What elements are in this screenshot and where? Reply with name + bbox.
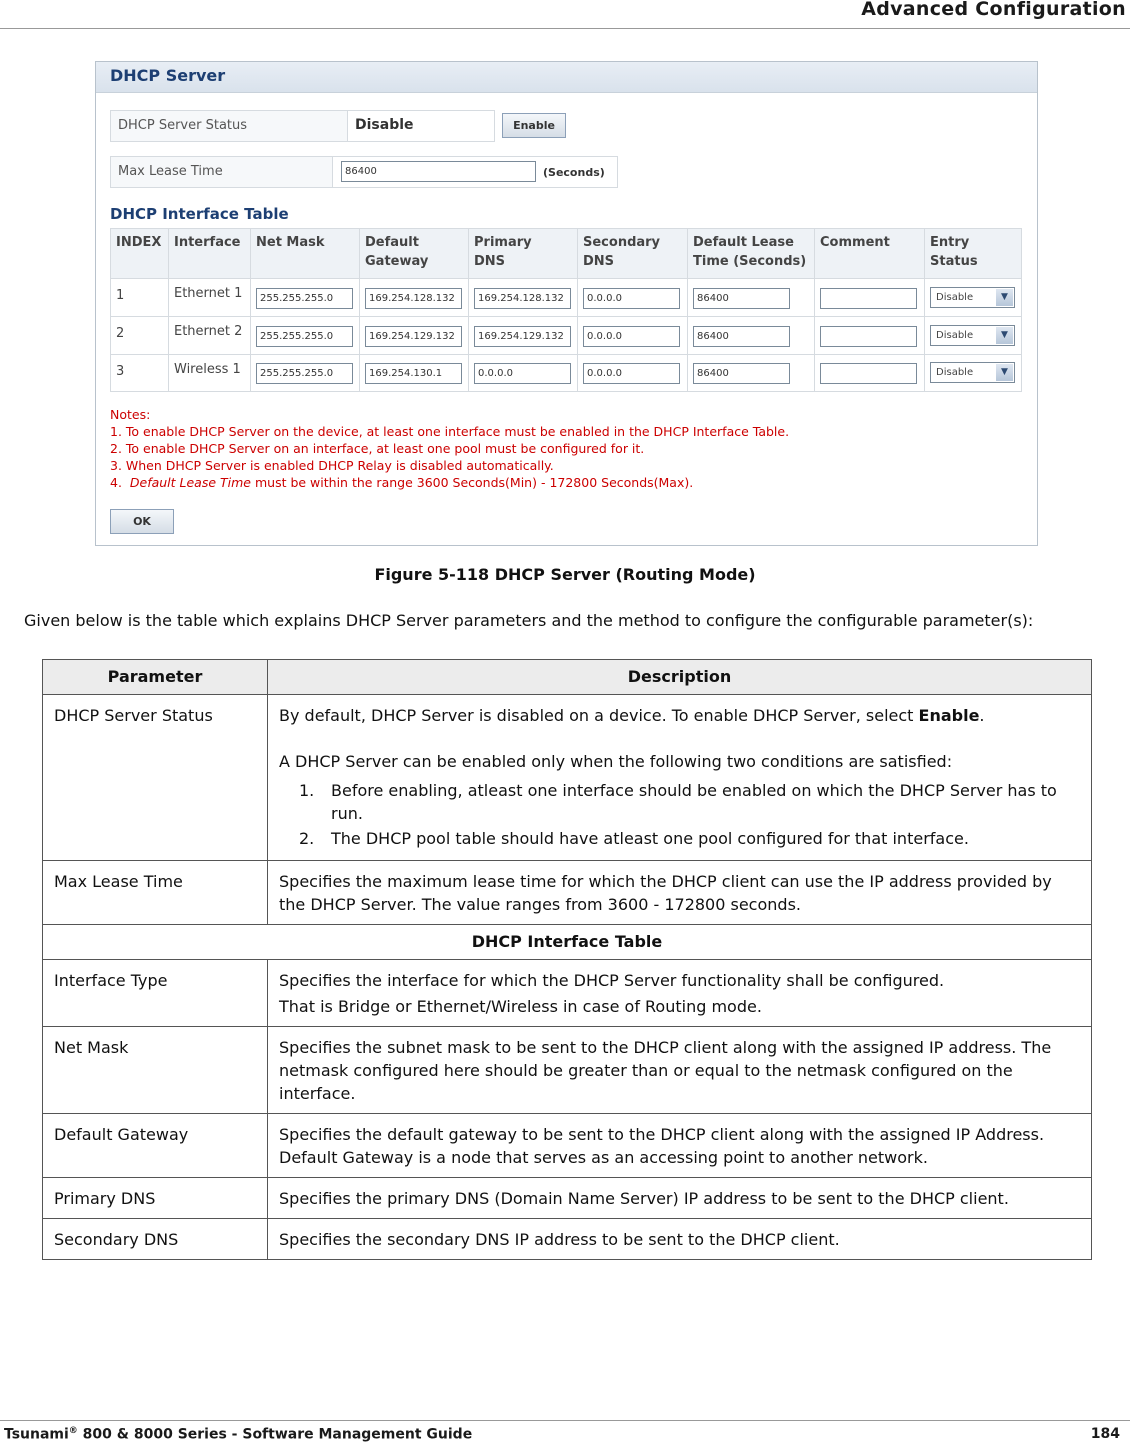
parameter-table	[42, 659, 1092, 1260]
row3-status-value: Disable	[936, 367, 974, 378]
note-4-rest: must be within the range 3600 Seconds(Min) - 172800 Seconds(Max).	[251, 475, 694, 490]
lease-unit: (Seconds)	[543, 166, 605, 179]
header-parameter: Parameter	[43, 660, 268, 695]
list-item	[279, 827, 1080, 850]
grid-line	[468, 228, 469, 391]
col-netmask: Net Mask	[256, 235, 325, 250]
grid-line	[814, 228, 815, 391]
row1-status-select[interactable]	[930, 287, 1015, 308]
desc-max-lease-time: Specifies the maximum lease time for which the DHCP client can use the IP address provided by the DHCP Server. The value ranges from 3600 - 172800 seconds.	[268, 861, 1092, 925]
status-value: Disable	[355, 117, 414, 133]
desc-secondary-dns: Specifies the secondary DNS IP address to be sent to the DHCP client.	[268, 1219, 1092, 1260]
param-default-gateway: Default Gateway	[43, 1114, 268, 1178]
col-status-line2: Status	[930, 254, 978, 269]
grid-line	[250, 228, 251, 391]
desc-default-gateway: Specifies the default gateway to be sent to the DHCP client along with the assigned IP Address. Default Gateway is a node that serves as an accessing point to another network.	[268, 1114, 1092, 1178]
footer-title	[4, 1426, 472, 1443]
col-gateway-line1: Default	[365, 235, 419, 250]
table-row	[43, 861, 1092, 925]
col-interface: Interface	[174, 235, 241, 250]
grid-line	[168, 228, 169, 391]
list-number: 1.	[299, 781, 315, 800]
grid-line	[1021, 228, 1022, 391]
desc-bold: Enable	[918, 706, 980, 725]
col-primary-line2: DNS	[474, 254, 506, 269]
desc-end: .	[979, 706, 985, 725]
section-dhcp-interface-table: DHCP Interface Table	[43, 925, 1092, 960]
grid-line	[110, 278, 1022, 279]
col-secondary-line2: DNS	[583, 254, 615, 269]
chevron-down-icon: ▼	[996, 327, 1013, 344]
row1-status-value: Disable	[936, 292, 974, 303]
row3-netmask-input[interactable]: 255.255.255.0	[256, 363, 353, 384]
panel-header	[96, 62, 1037, 93]
table-row	[43, 1114, 1092, 1178]
header-description: Description	[268, 660, 1092, 695]
condition-list	[279, 779, 1080, 850]
row3-primary-dns-input[interactable]: 0.0.0.0	[474, 363, 571, 384]
list-item	[279, 779, 1080, 825]
page-number: 184	[1090, 1426, 1120, 1442]
page-header-title: Advanced Configuration	[861, 0, 1126, 20]
col-gateway-line2: Gateway	[365, 254, 429, 269]
grid-line	[110, 391, 1022, 392]
notes-title: Notes:	[110, 407, 151, 422]
desc-interface-type	[268, 960, 1092, 1027]
row3-gateway-input[interactable]: 169.254.130.1	[365, 363, 462, 384]
param-net-mask: Net Mask	[43, 1027, 268, 1114]
dhcp-server-screenshot	[95, 61, 1038, 546]
grid-line	[687, 228, 688, 391]
col-lease-line2: Time (Seconds)	[693, 254, 807, 269]
interface-table-title: DHCP Interface Table	[110, 205, 289, 223]
param-primary-dns: Primary DNS	[43, 1178, 268, 1219]
desc-text: By default, DHCP Server is disabled on a device. To enable DHCP Server, select	[279, 706, 919, 725]
desc-primary-dns: Specifies the primary DNS (Domain Name Server) IP address to be sent to the DHCP client.	[268, 1178, 1092, 1219]
col-lease-line1: Default Lease	[693, 235, 794, 250]
desc-line-2: That is Bridge or Ethernet/Wireless in case of Routing mode.	[279, 997, 762, 1016]
col-secondary-line1: Secondary	[583, 235, 661, 250]
enable-button[interactable]: Enable	[502, 113, 566, 138]
note-4-italic: Default Lease Time	[129, 475, 251, 490]
table-row	[43, 1178, 1092, 1219]
param-interface-type: Interface Type	[43, 960, 268, 1027]
grid-line	[110, 228, 111, 391]
grid-line	[577, 228, 578, 391]
col-status-line1: Entry	[930, 235, 970, 250]
grid-line	[110, 316, 1022, 317]
row3-index: 3	[116, 364, 125, 379]
footer-brand: Tsunami	[4, 1426, 69, 1443]
table-row	[43, 960, 1092, 1027]
row1-comment-input[interactable]	[820, 288, 917, 309]
row1-lease-input[interactable]: 86400	[693, 288, 790, 309]
table-row	[43, 695, 1092, 861]
row3-comment-input[interactable]	[820, 363, 917, 384]
list-number: 2.	[299, 829, 315, 848]
row2-index: 2	[116, 326, 125, 341]
row1-gateway-input[interactable]: 169.254.128.132	[365, 288, 462, 309]
row2-interface: Ethernet 2	[174, 324, 243, 339]
row2-lease-input[interactable]: 86400	[693, 326, 790, 347]
figure-caption: Figure 5-118 DHCP Server (Routing Mode)	[374, 565, 756, 584]
panel-title: DHCP Server	[110, 66, 226, 85]
row2-netmask-input[interactable]: 255.255.255.0	[256, 326, 353, 347]
max-lease-input[interactable]: 86400	[341, 161, 536, 182]
chevron-down-icon: ▼	[996, 364, 1013, 381]
status-label: DHCP Server Status	[118, 118, 248, 133]
table-row	[43, 1027, 1092, 1114]
desc-net-mask: Specifies the subnet mask to be sent to the DHCP client along with the assigned IP address. The netmask configured here should be greater than or equal to the netmask configured on the interface.	[268, 1027, 1092, 1114]
ok-button[interactable]: OK	[110, 509, 174, 534]
row3-status-select[interactable]	[930, 362, 1015, 383]
note-2: 2. To enable DHCP Server on an interface, at least one pool must be configured for it.	[110, 441, 645, 456]
footer-rule	[0, 1420, 1130, 1421]
param-dhcp-server-status: DHCP Server Status	[43, 695, 268, 861]
col-comment: Comment	[820, 235, 890, 250]
row2-status-select[interactable]	[930, 325, 1015, 346]
param-max-lease-time: Max Lease Time	[43, 861, 268, 925]
desc-dhcp-server-status	[268, 695, 1092, 861]
desc-para-1	[279, 704, 1080, 727]
chevron-down-icon: ▼	[996, 289, 1013, 306]
row1-interface: Ethernet 1	[174, 286, 243, 301]
row1-primary-dns-input[interactable]: 169.254.128.132	[474, 288, 571, 309]
table-header-row	[43, 660, 1092, 695]
grid-line	[924, 228, 925, 391]
row2-primary-dns-input[interactable]: 169.254.129.132	[474, 326, 571, 347]
row2-status-value: Disable	[936, 330, 974, 341]
note-4-number: 4.	[110, 475, 130, 490]
row2-secondary-dns-input[interactable]: 0.0.0.0	[583, 326, 680, 347]
row3-interface: Wireless 1	[174, 362, 241, 377]
footer-registered-mark: ®	[68, 1426, 78, 1436]
col-entry-status	[930, 233, 978, 271]
table-row	[43, 1219, 1092, 1260]
header-rule	[0, 28, 1130, 29]
footer-rest: 800 & 8000 Series - Software Management Guide	[77, 1426, 473, 1443]
col-secondary-dns	[583, 233, 660, 271]
row1-netmask-input[interactable]: 255.255.255.0	[256, 288, 353, 309]
list-text: The DHCP pool table should have atleast one pool configured for that interface.	[331, 829, 969, 848]
col-lease-time	[693, 233, 806, 271]
col-index: INDEX	[116, 235, 162, 250]
desc-para-2: A DHCP Server can be enabled only when the following two conditions are satisfied:	[279, 752, 953, 771]
row1-index: 1	[116, 288, 125, 303]
row1-secondary-dns-input[interactable]: 0.0.0.0	[583, 288, 680, 309]
list-text: Before enabling, atleast one interface should be enabled on which the DHCP Server has to run.	[331, 781, 1057, 823]
col-primary-dns	[474, 233, 532, 271]
param-secondary-dns: Secondary DNS	[43, 1219, 268, 1260]
grid-line	[110, 228, 1022, 229]
grid-line	[359, 228, 360, 391]
row2-gateway-input[interactable]: 169.254.129.132	[365, 326, 462, 347]
row3-secondary-dns-input[interactable]: 0.0.0.0	[583, 363, 680, 384]
intro-text: Given below is the table which explains DHCP Server parameters and the method to configure the configurable parameter(s):	[24, 611, 1034, 630]
note-1: 1. To enable DHCP Server on the device, at least one interface must be enabled in the DHCP Interface Table.	[110, 424, 790, 439]
section-row	[43, 925, 1092, 960]
note-3: 3. When DHCP Server is enabled DHCP Relay is disabled automatically.	[110, 458, 554, 473]
grid-line	[110, 354, 1022, 355]
row3-lease-input[interactable]: 86400	[693, 363, 790, 384]
row2-comment-input[interactable]	[820, 326, 917, 347]
lease-label: Max Lease Time	[118, 164, 223, 179]
note-4	[110, 474, 789, 491]
desc-line-1: Specifies the interface for which the DHCP Server functionality shall be configured.	[279, 971, 945, 990]
col-primary-line1: Primary	[474, 235, 532, 250]
col-gateway	[365, 233, 428, 271]
notes	[110, 406, 789, 491]
